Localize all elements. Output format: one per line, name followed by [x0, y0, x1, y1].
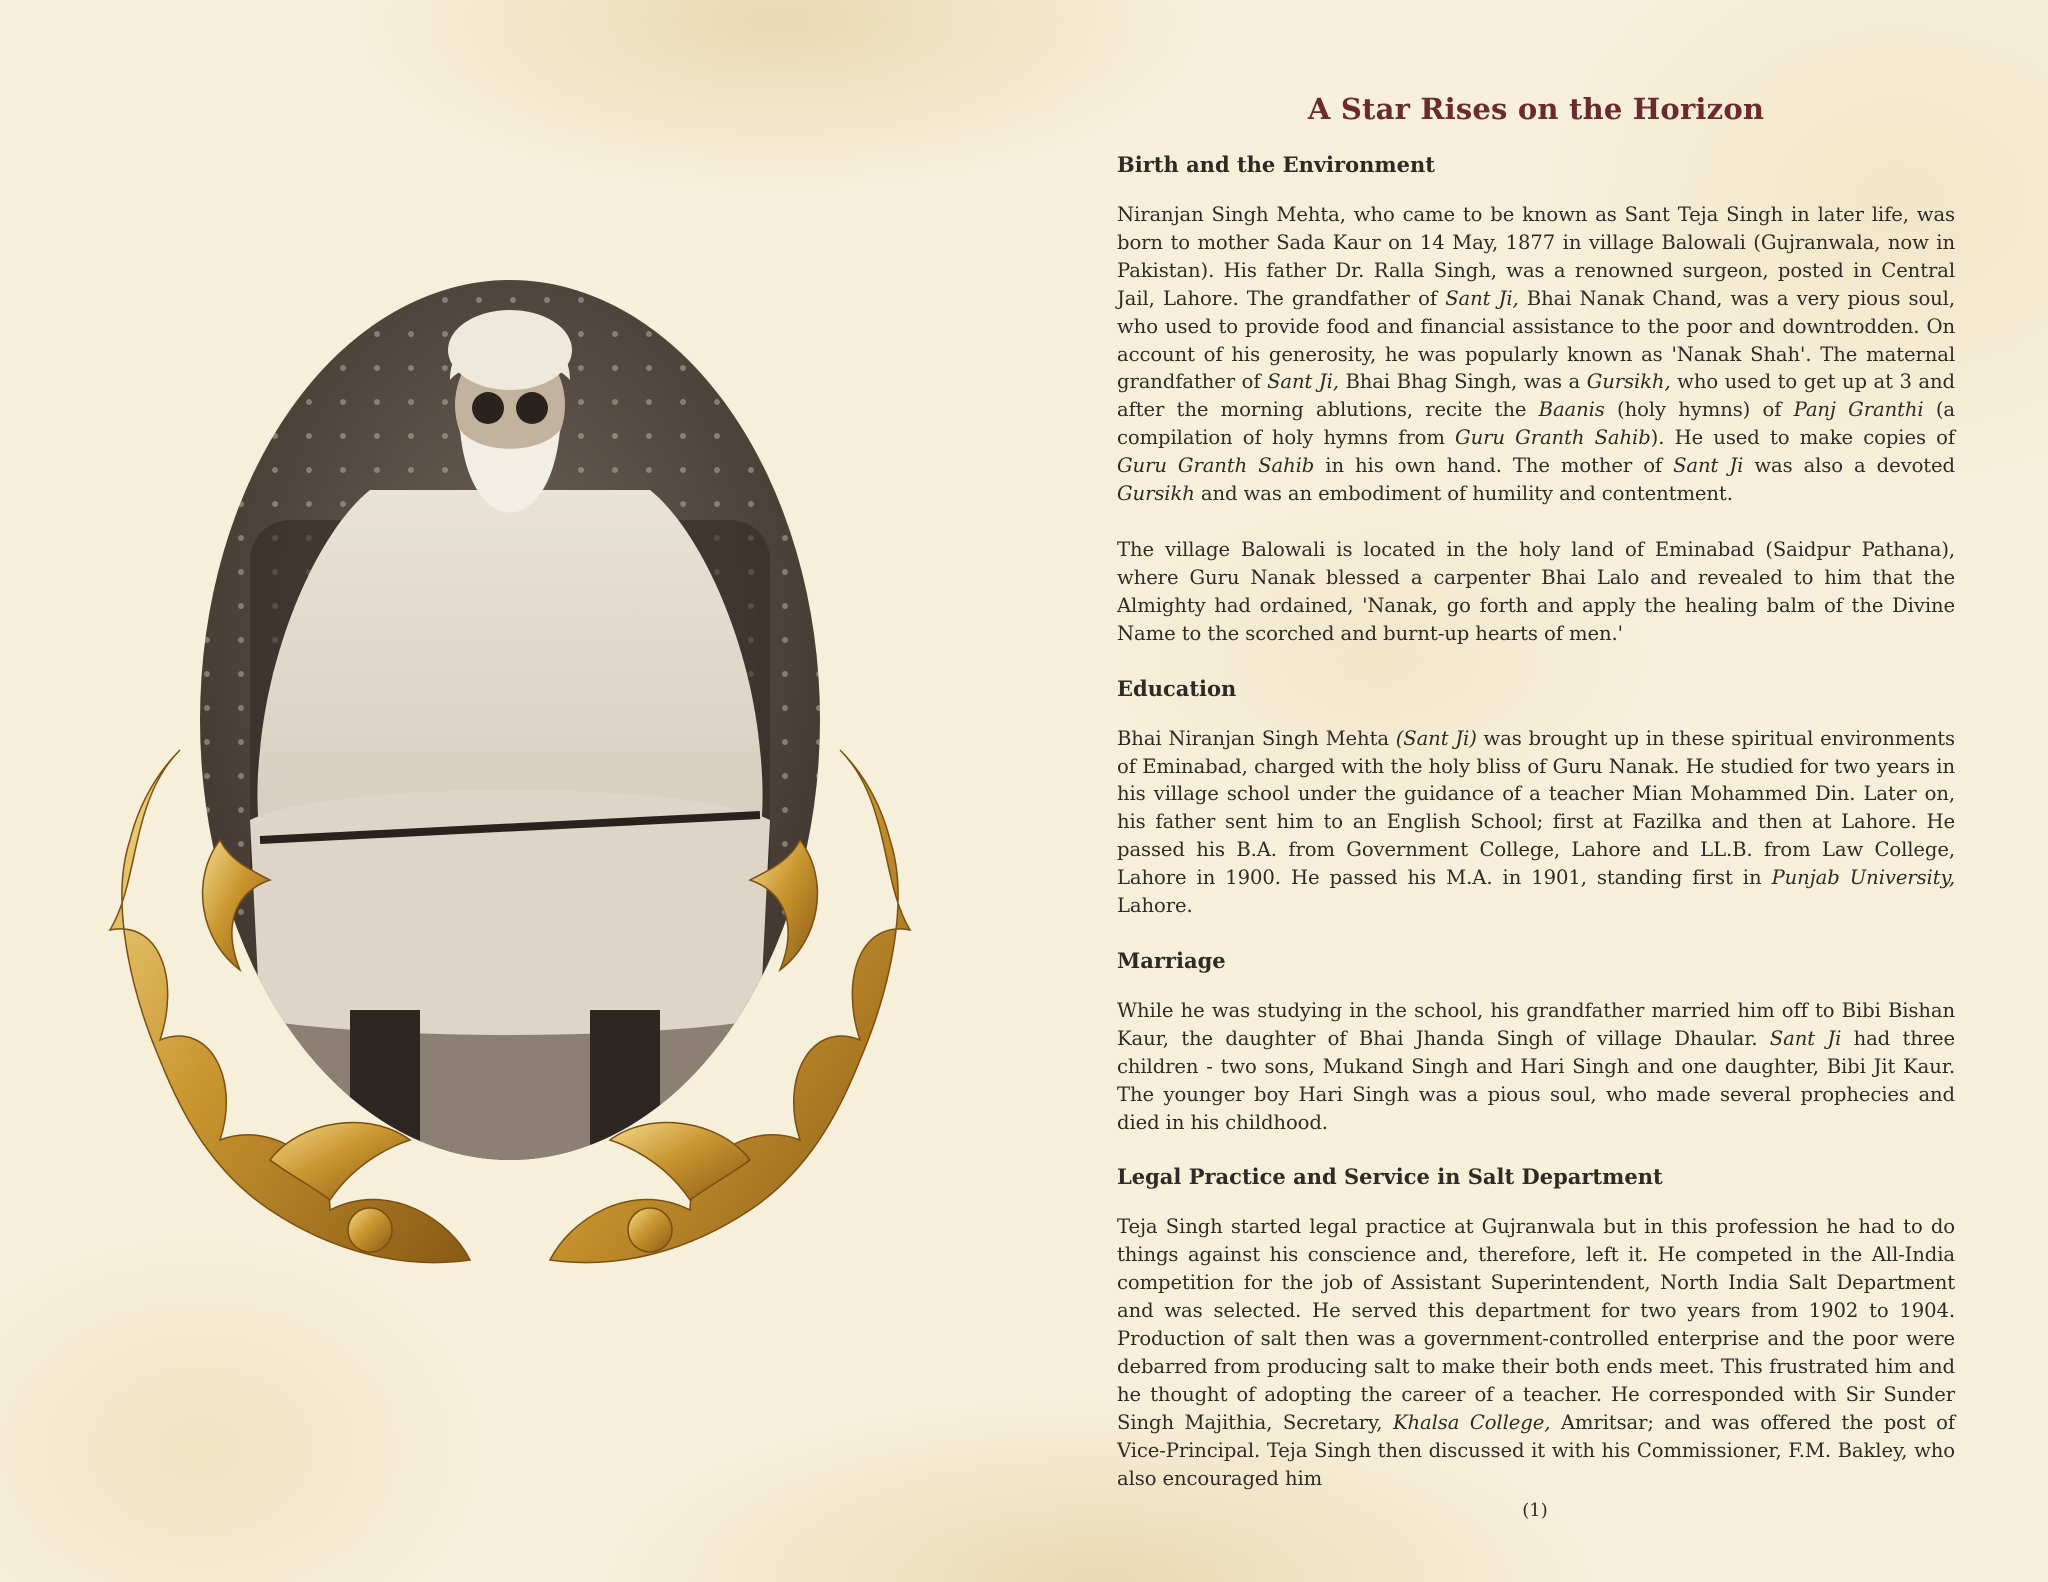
portrait-figure: [70, 280, 950, 1310]
paragraph: [1117, 201, 1955, 508]
portrait-photo-icon: [70, 280, 950, 1310]
italic-text: Sant Ji: [1769, 1026, 1842, 1050]
article: [1117, 92, 1955, 1521]
text-run: (a compilation of holy hymns from: [1117, 398, 1955, 450]
text-run: Niranjan Singh Mehta, who came to be known as Sant Teja Singh in later life, was born to mother Sada Kaur on 14 May, 1877 in village Balowali (Gujranwala, now in Pakistan). His father Dr. Ralla Singh, was a renowned surgeon, posted in Central Jail, Lahore. The grandfather of: [1117, 203, 1955, 310]
text-run: (holy hymns) of: [1604, 398, 1794, 422]
text-run: The village Balowali is located in the holy land of Eminabad (Saidpur Pathana), where Guru Nanak blessed a carpenter Bhai Lalo and revealed to him that the Almighty had ordained, 'Nanak, go forth and apply the healing balm of the Divine Name to the scorched and burnt-up hearts of men.': [1117, 537, 1955, 645]
text-run: ). He used to make copies of: [1650, 426, 1955, 450]
italic-text: Sant Ji,: [1445, 286, 1519, 310]
italic-text: Sant Ji,: [1267, 370, 1339, 394]
text-run: had three children - two sons, Mukand Singh and Hari Singh and one daughter, Bibi Jit Kaur. The younger boy Hari Singh was a pious soul, who made several prophecies and died in his childhood.: [1117, 1026, 1955, 1134]
paragraph: [1117, 536, 1955, 648]
text-run: in his own hand. The mother of: [1314, 454, 1674, 478]
text-run: and was an embodiment of humility and contentment.: [1194, 482, 1733, 506]
section-heading: Legal Practice and Service in Salt Department: [1117, 1164, 1663, 1190]
italic-text: (Sant Ji): [1395, 726, 1477, 750]
text-run: Bhai Nanak Chand, was a very pious soul, who used to provide food and financial assistance to the poor and downtrodden. On account of his generosity, he was popularly known as 'Nanak Shah'. The maternal grandfather of: [1117, 286, 1955, 394]
italic-text: Guru Granth Sahib: [1455, 426, 1651, 450]
italic-text: Sant Ji: [1673, 454, 1744, 478]
italic-text: Panj Granthi: [1793, 398, 1924, 422]
text-run: Bhai Bhag Singh, was a: [1338, 370, 1587, 394]
text-run: who used to get up at 3 and after the morning ablutions, recite the: [1117, 370, 1955, 422]
italic-text: Guru Granth Sahib: [1117, 454, 1315, 478]
paragraph: [1117, 997, 1955, 1137]
italic-text: Khalsa College,: [1392, 1410, 1551, 1434]
text-run: was brought up in these spiritual environments of Eminabad, charged with the holy bliss of Guru Nanak. He studied for two years in his village school under the guidance of a teacher Mian Mohammed Din. Later on, his father sent him to an English School; first at Fazilka and then at Lahore. He passed his B.A. from Government College, Lahore and LL.B. from Law College, Lahore in 1900. He passed his M.A. in 1901, standing first in: [1117, 726, 1955, 890]
text-run: Lahore.: [1117, 894, 1193, 918]
text-run: was also a devoted: [1743, 454, 1955, 478]
text-run: While he was studying in the school, his grandfather married him off to Bibi Bishan Kaur, the daughter of Bhai Jhanda Singh of village Dhaular.: [1117, 998, 1955, 1050]
italic-text: Baanis: [1538, 398, 1605, 422]
text-run: Teja Singh started legal practice at Gujranwala but in this profession he had to do things against his conscience and, therefore, left it. He competed in the All-India competition for the job of Assistant Superintendent, North India Salt Department and was selected. He served this department for two years from 1902 to 1904. Production of salt then was a government-controlled enterprise and the poor were debarred from producing salt to make their both ends meet. This frustrated him and he thought of adopting the career of a teacher. He corresponded with Sir Sunder Singh Majithia, Secretary,: [1117, 1215, 1955, 1434]
section-heading: Birth and the Environment: [1117, 152, 1435, 177]
page-number: (1): [1522, 1500, 1548, 1521]
text-run: Amritsar; and was offered the post of Vice-Principal. Teja Singh then discussed it with his Commissioner, F.M. Bakley, who also encouraged him: [1117, 1410, 1955, 1490]
italic-text: Gursikh,: [1586, 370, 1671, 394]
italic-text: Gursikh: [1117, 482, 1195, 506]
page-title: A Star Rises on the Horizon: [1307, 92, 1765, 126]
paragraph: [1117, 725, 1955, 920]
paragraph: [1117, 1213, 1955, 1492]
section-heading: Marriage: [1117, 947, 1226, 973]
italic-text: Punjab University,: [1771, 866, 1955, 890]
section-heading: Education: [1117, 675, 1237, 701]
sections-container: [1117, 152, 1955, 1493]
text-run: Bhai Niranjan Singh Mehta: [1117, 726, 1396, 750]
